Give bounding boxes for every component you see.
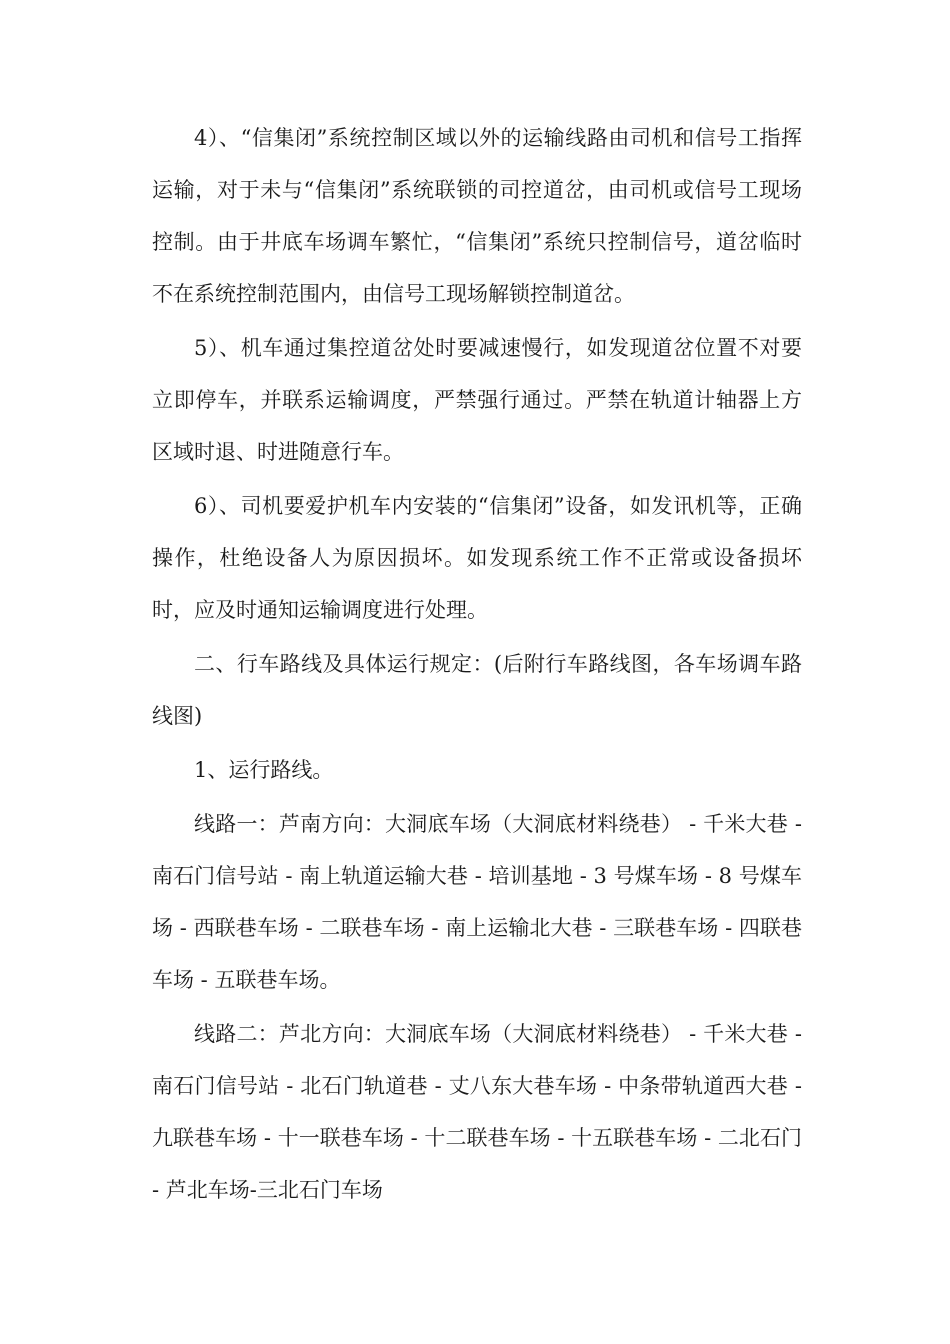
paragraph-5: 5）、机车通过集控道岔处时要减速慢行，如发现道岔位置不对要立即停车，并联系运输调度，严禁强行通过。严禁在轨道计轴器上方区域时退、时进随意行车。 (152, 336, 802, 464)
route-one: 线路一：芦南方向：大洞底车场（大洞底材料绕巷） - 千米大巷 - 南石门信号站 - 南上轨道运输大巷 - 培训基地 - 3 号煤车场 - 8 号煤车场 - 西联巷车场 - 二联巷车场 - 南上运输北大巷 - 三联巷车场 - 四联巷车场 - 五联巷车场。 (152, 812, 802, 992)
section-heading-routes: 二、行车路线及具体运行规定：(后附行车路线图，各车场调车路线图) (152, 652, 802, 728)
subheading-routes: 1、运行路线。 (194, 758, 334, 782)
paragraph-4: 4）、“信集闭”系统控制区域以外的运输线路由司机和信号工指挥运输，对于未与“信集闭”系统联锁的司控道岔，由司机或信号工现场控制。由于井底车场调车繁忙，“信集闭”系统只控制信号，道岔临时不在系统控制范围内，由信号工现场解锁控制道岔。 (152, 126, 802, 306)
paragraph-6: 6）、司机要爱护机车内安装的“信集闭”设备，如发讯机等，正确操作，杜绝设备人为原因损坏。如发现系统工作不正常或设备损坏时，应及时通知运输调度进行处理。 (152, 494, 802, 622)
route-two: 线路二：芦北方向：大洞底车场（大洞底材料绕巷） - 千米大巷 - 南石门信号站 - 北石门轨道巷 - 丈八东大巷车场 - 中条带轨道西大巷 - 九联巷车场 - 十一联巷车场 - 十二联巷车场 - 十五联巷车场 - 二北石门 - 芦北车场-三北石门车场 (152, 1022, 802, 1202)
document-body (152, 112, 802, 1218)
